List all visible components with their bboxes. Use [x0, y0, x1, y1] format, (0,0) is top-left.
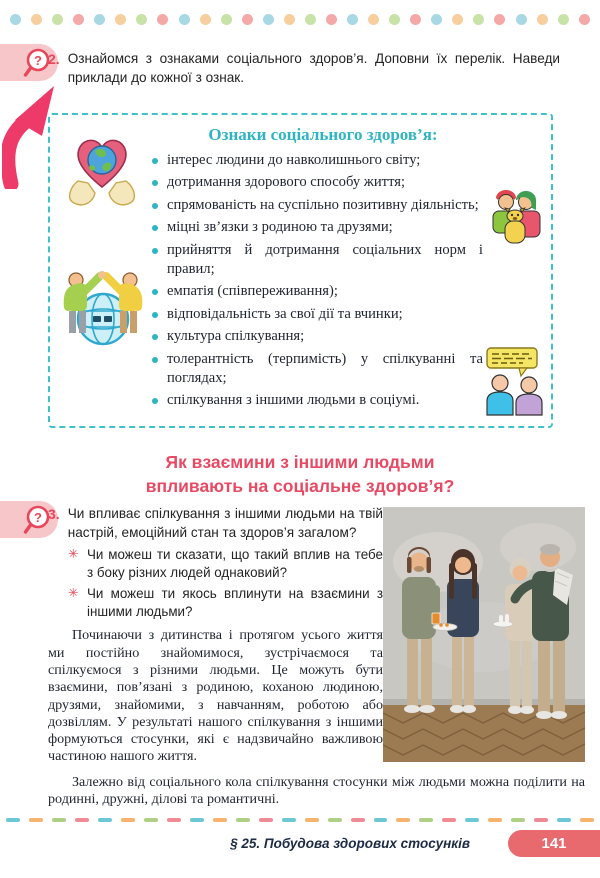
- bullet-icon: [152, 225, 158, 231]
- page-footer: [0, 818, 600, 857]
- bullet-icon: [152, 289, 158, 295]
- section-heading: Як взаємини з іншими людьми впливають на соціальне здоров’я?: [145, 452, 455, 496]
- signs-list-item: відповідальність за свої дії та вчинки;: [150, 305, 483, 324]
- hands-heart-globe-icon: [62, 125, 142, 216]
- bullet-icon: [152, 312, 158, 318]
- signs-list-item: міцні зв’язки з родиною та друзями;: [150, 218, 483, 237]
- subquestion: ✳ Чи можеш ти якось вплинути на взаємини з іншими людьми?: [68, 586, 383, 619]
- footer-dashes: [6, 818, 594, 822]
- signs-list-item: емпатія (співпереживання);: [150, 282, 483, 301]
- question-3-section: [48, 505, 585, 808]
- body-paragraph: Починаючи з дитинства і протягом усього життя ми постійно знайомимося, зустрічаємося та спілкуємося з різними людьми. Це можуть бути взаємини, пов’язані з родиною, коханою людиною, друзями, знайомими, з навчанням, роботою або дозвіллям. У результаті нашого спілкування з іншими формуються стосунки, які є надзвичайно важливою частиною нашого життя.: [48, 627, 383, 765]
- subquestion: ✳ Чи можеш ти сказати, що такий вплив на тебе з боку різних людей однаковий?: [68, 547, 383, 580]
- question-text: Ознайомся з ознаками соціального здоров’я. Доповни їх перелік. Наведи приклади до кожної з ознак.: [67, 51, 560, 85]
- svg-text:?: ?: [34, 52, 42, 68]
- page-number-badge: 141: [508, 830, 600, 857]
- section-breadcrumb: § 25. Побудова здорових стосунків: [230, 836, 470, 851]
- question-3: [48, 505, 383, 542]
- signs-list-item: інтерес людини до навколишнього світу;: [150, 151, 483, 170]
- signs-list-item: прийняття й дотримання соціальних норм і правил;: [150, 241, 483, 280]
- people-chat-icon: [483, 345, 547, 422]
- signs-list-item: спілкування з іншими людьми в соціумі.: [150, 391, 483, 410]
- bullet-icon: [152, 334, 158, 340]
- question-text: Чи впливає спілкування з іншими людьми на твій настрій, емоційний стан та здоров’я загалом?: [67, 506, 383, 540]
- signs-box: [48, 113, 553, 428]
- body-paragraph: Залежно від соціального кола спілкування стосунки між людьми можна поділити на родинні, дружні, ділові та романтичні.: [48, 773, 585, 808]
- question-number: 2.: [48, 51, 60, 67]
- signs-list-item: толерантність (терпимість) у спілкуванні та поглядах;: [150, 350, 483, 389]
- sun-marker-icon: ✳: [68, 586, 79, 601]
- signs-list-item: спрямованість на суспільно позитивну діяльність;: [150, 196, 483, 215]
- family-with-dog-icon: [487, 185, 545, 252]
- signs-box-title: Ознаки соціального здоров’я:: [208, 125, 438, 144]
- signs-list-item: дотримання здорового способу життя;: [150, 173, 483, 192]
- signs-list-item: культура спілкування;: [150, 327, 483, 346]
- question-2: [48, 50, 560, 87]
- people-highfive-globe-icon: [60, 267, 146, 354]
- bullet-icon: [152, 357, 158, 363]
- decorative-dots: [10, 14, 590, 25]
- bullet-icon: [152, 248, 158, 254]
- question-number: 3.: [48, 506, 60, 522]
- svg-text:?: ?: [34, 509, 42, 525]
- bullet-icon: [152, 180, 158, 186]
- bullet-icon: [152, 398, 158, 404]
- bullet-icon: [152, 203, 158, 209]
- bullet-icon: [152, 158, 158, 164]
- sun-marker-icon: ✳: [68, 547, 79, 561]
